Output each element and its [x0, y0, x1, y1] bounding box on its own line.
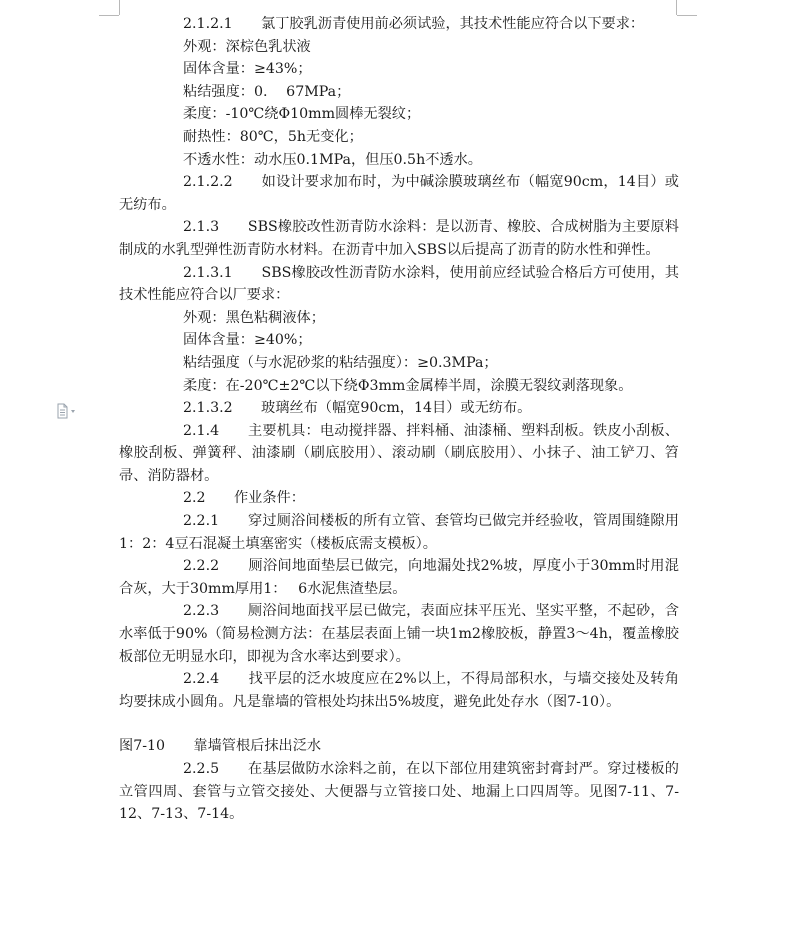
figure-caption: 图7-10 靠墙管根后抹出泛水	[119, 738, 322, 755]
paragraph: 2.1.3.1 SBS橡胶改性沥青防水涂料，使用前应经试验合格后方可使用，其技术性能应符合以厂要求：	[119, 264, 679, 304]
corner-mark-top-right-horizontal	[677, 15, 697, 16]
paragraph: 固体含量：≥40%；	[183, 332, 312, 349]
paragraph: 2.1.2.2 如设计要求加布时，为中碱涂膜玻璃丝布（幅宽90cm，14目）或无纺布。	[119, 174, 679, 213]
document-icon[interactable]	[55, 403, 79, 419]
paragraph: 2.1.2.1 氯丁胶乳沥青使用前必须试验，其技术性能应符合以下要求：	[183, 16, 645, 32]
paragraph: 2.2.2 厕浴间地面垫层已做完，向地漏处找2%坡，厚度小于30mm时用混合灰，大于30mm厚用1： 6水泥焦渣垫层。	[119, 558, 679, 597]
corner-mark-top-left-horizontal	[99, 15, 119, 16]
paragraph: 外观：深棕色乳状液	[183, 38, 311, 55]
paragraph: 柔度：-10℃绕Φ10mm圆棒无裂纹；	[183, 106, 421, 123]
document-body	[119, 13, 679, 826]
blank-line	[119, 713, 679, 735]
paragraph: 2.1.4 主要机具：电动搅拌器、拌料桶、油漆桶、塑料刮板。铁皮小刮板、橡胶刮板、弹簧秤、油漆刷（刷底胶用）、滚动刷（刷底胶用）、小抹子、油工铲刀、笤帚、消防器材。	[119, 422, 679, 484]
paragraph: 粘结强度（与水泥砂浆的粘结强度）：≥0.3MPa；	[183, 354, 498, 371]
section-heading: 2.2 作业条件：	[183, 490, 305, 507]
paragraph: 2.2.3 厕浴间地面找平层已做完，表面应抹平压光、坚实平整，不起砂，含水率低于90%（简易检测方法：在基层表面上铺一块1m2橡胶板，静置3～4h，覆盖橡胶板部位无明显水印，即视为含水率达到要求）。	[119, 603, 679, 665]
paragraph: 不透水性：动水压0.1MPa，但压0.5h不透水。	[183, 151, 482, 168]
paragraph: 固体含量：≥43%；	[183, 61, 312, 78]
paragraph: 2.1.3 SBS橡胶改性沥青防水涂料：是以沥青、橡胶、合成树脂为主要原料制成的水乳型弹性沥青防水材料。在沥青中加入SBS以后提高了沥青的防水性和弹性。	[119, 219, 679, 258]
paragraph: 2.2.4 找平层的泛水坡度应在2%以上，不得局部积水，与墙交接处及转角均要抹成小圆角。凡是靠墙的管根处均抹出5%坡度，避免此处存水（图7-10）。	[119, 671, 679, 710]
paragraph: 2.1.3.2 玻璃丝布（幅宽90cm，14目）或无纺布。	[183, 400, 532, 417]
paragraph: 柔度：在-20℃±2℃以下绕Φ3mm金属棒半周，涂膜无裂纹剥落现象。	[183, 377, 633, 394]
paragraph: 耐热性：80℃，5h无变化；	[183, 128, 363, 145]
paragraph: 2.2.5 在基层做防水涂料之前，在以下部位用建筑密封膏封严。穿过楼板的立管四周、套管与立管交接处、大便器与立管接口处、地漏上口四周等。见图7-11、7-12、7-13、7-14。	[119, 761, 679, 823]
paragraph: 外观：黑色粘稠液体；	[183, 309, 325, 326]
paragraph: 粘结强度：0. 67MPa；	[183, 83, 351, 100]
paragraph: 2.2.1 穿过厕浴间楼板的所有立管、套管均已做完并经验收，管周围缝隙用1：2：4豆石混凝土填塞密实（楼板底需支模板）。	[119, 513, 679, 552]
